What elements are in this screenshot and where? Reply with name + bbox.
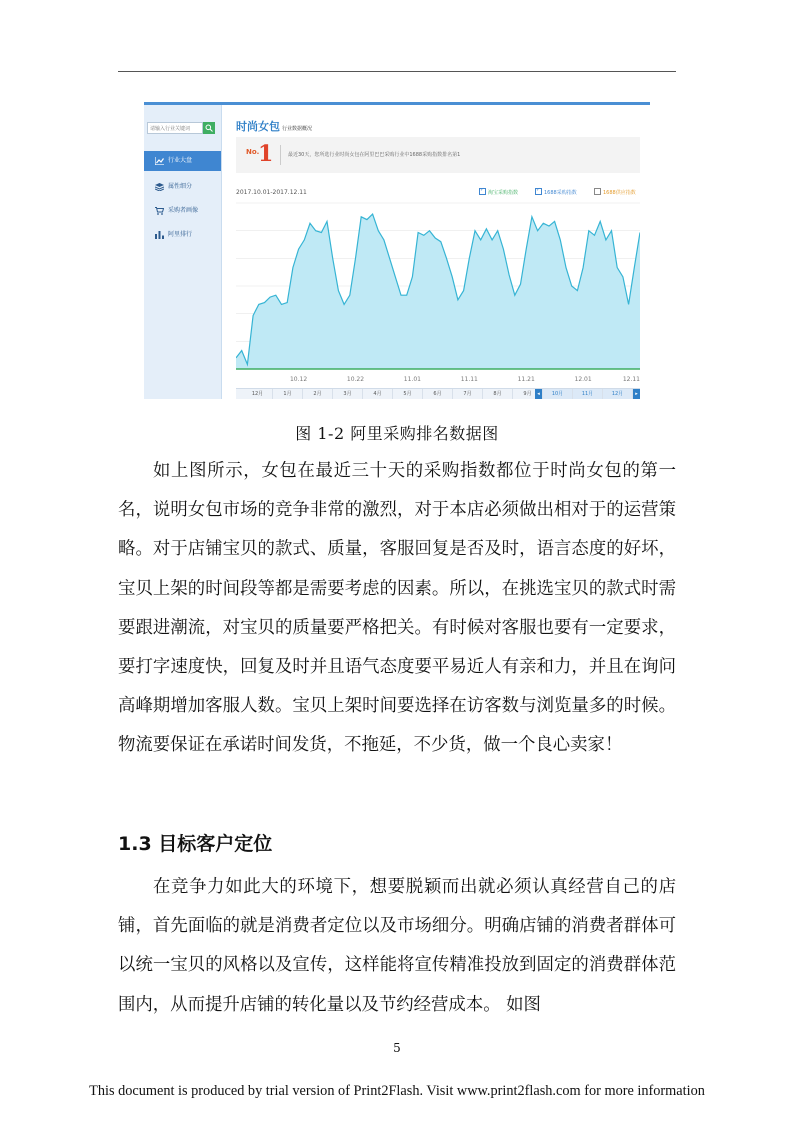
chevron-right-icon[interactable]: ▸: [633, 389, 640, 399]
month-tab[interactable]: 7月: [453, 389, 483, 399]
month-tab[interactable]: 3月: [333, 389, 363, 399]
bar-chart-icon: [155, 231, 164, 239]
page-number: 5: [393, 1041, 401, 1055]
sidebar-item-attributes[interactable]: [144, 177, 221, 197]
trial-footer: This document is produced by trial version of Print2Flash. Visit www.print2flash.com for more information: [89, 1083, 705, 1099]
line-chart-icon: [155, 157, 164, 165]
cart-icon: [155, 207, 164, 215]
sidebar-item-label: 采购者画像: [168, 207, 199, 214]
month-tab[interactable]: 12月: [243, 389, 273, 399]
x-tick-label: 12.01: [574, 376, 592, 383]
checkbox-icon: [535, 188, 542, 195]
x-tick-label: 11.21: [517, 376, 535, 383]
sidebar-item-label: 阿里排行: [168, 231, 193, 238]
month-tab[interactable]: 6月: [423, 389, 453, 399]
month-tab[interactable]: 2月: [303, 389, 333, 399]
rank-banner: [236, 137, 640, 173]
rank-description: 最近30天，您所选行业时尚女包在阿里巴巴采购行业中1688采购指数排名第1: [288, 152, 461, 158]
sidebar-item-label: 属性细分: [168, 183, 193, 190]
legend-item[interactable]: ✓ 1688采购指数: [535, 189, 577, 197]
sidebar-item-ranking[interactable]: [144, 225, 221, 245]
header-rule: [118, 71, 676, 72]
page-title: 时尚女包 行业数据概况: [236, 120, 313, 133]
legend-item[interactable]: ✓ 淘宝采购指数: [479, 189, 518, 197]
sidebar-item-buyers[interactable]: [144, 201, 221, 221]
search-button[interactable]: [203, 122, 215, 134]
section-heading: 1.3 目标客户定位: [118, 833, 273, 855]
area-chart: [236, 199, 640, 383]
month-tab[interactable]: 11月: [573, 389, 603, 399]
month-tab[interactable]: 10月: [543, 389, 573, 399]
month-tab[interactable]: 5月: [393, 389, 423, 399]
checkbox-icon: [479, 188, 486, 195]
paragraph: 在竞争力如此大的环境下，想要脱颖而出就必须认真经营自己的店铺，首先面临的就是消费者定位以及市场细分。明确店铺的消费者群体可以统一宝贝的风格以及宣传，这样能将宣传精准投放到固定的消费群体范围内，从而提升店铺的转化量以及节约经营成本。 如图: [118, 877, 676, 1015]
month-selector[interactable]: [236, 388, 640, 399]
month-tab[interactable]: 9月: [513, 389, 543, 399]
x-tick-label: 10.12: [289, 376, 308, 383]
search-icon: [205, 124, 213, 132]
sidebar-item-industry[interactable]: [144, 151, 221, 171]
checkbox-icon: [594, 188, 601, 195]
month-tab[interactable]: 1月: [273, 389, 303, 399]
x-tick-label: 12.11: [622, 376, 640, 383]
sidebar: [144, 105, 222, 399]
layers-icon: [155, 183, 164, 191]
divider: [280, 145, 281, 165]
month-tab[interactable]: 8月: [483, 389, 513, 399]
x-tick-label: 10.22: [346, 376, 365, 383]
month-tab[interactable]: 4月: [363, 389, 393, 399]
sidebar-item-label: 行业大盘: [168, 157, 193, 164]
month-tab[interactable]: 12月: [603, 389, 633, 399]
ali-purchase-screenshot: [144, 102, 650, 399]
chevron-left-icon[interactable]: ◂: [535, 389, 542, 399]
x-tick-label: 11.11: [460, 376, 478, 383]
legend-item[interactable]: 1688供应指数: [594, 189, 636, 197]
main-panel: [222, 105, 650, 399]
paragraph: 如上图所示，女包在最近三十天的采购指数都位于时尚女包的第一名，说明女包市场的竞争非常的激烈，对于本店必须做出相对于的运营策略。对于店铺宝贝的款式、质量，客服回复是否及时，语言态度的好坏，宝贝上架的时间段等都是需要考虑的因素。所以，在挑选宝贝的款式时需要跟进潮流，对宝贝的质量要严格把关。有时候对客服也要有一定要求，要打字速度快，回复及时并且语气态度要平易近人有亲和力，并且在询问高峰期增加客服人数。宝贝上架时间要选择在访客数与浏览量多的时候。物流要保证在承诺时间发货，不拖延，不少货，做一个良心卖家！: [118, 461, 676, 756]
rank-prefix: No.: [246, 148, 260, 156]
figure-caption: 图 1-2 阿里采购排名数据图: [295, 424, 499, 443]
search-input[interactable]: 请输入行业关键词: [147, 122, 203, 134]
date-range: 2017.10.01-2017.12.11: [236, 189, 307, 196]
rank-value: 1: [258, 141, 274, 167]
x-tick-label: 11.01: [403, 376, 421, 383]
series-area: [236, 214, 640, 369]
